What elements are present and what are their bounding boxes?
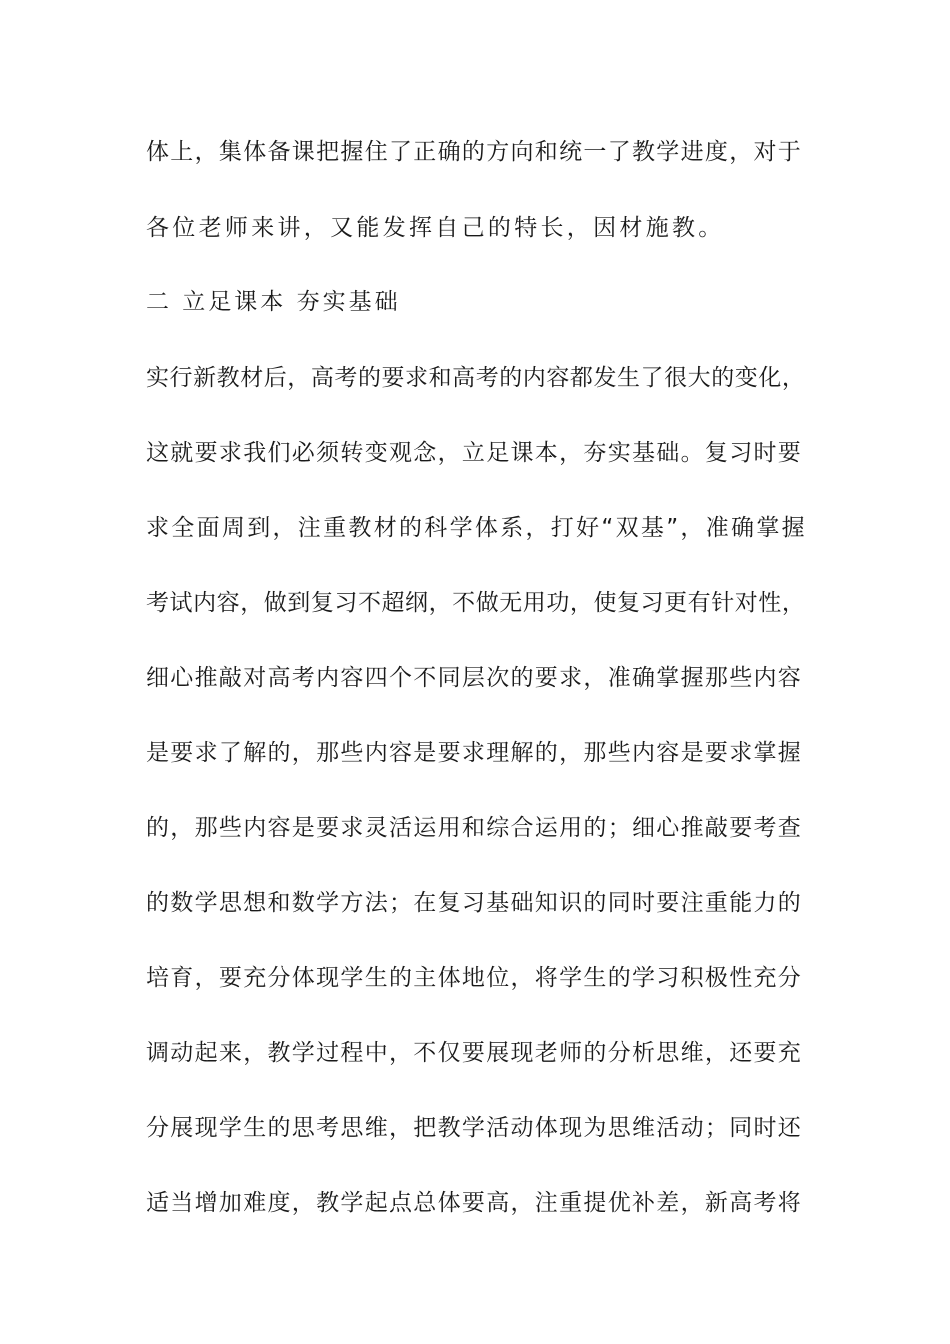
paragraph-line: 求全面周到，注重教材的科学体系，打好“双基”，准确掌握	[146, 515, 807, 541]
paragraph-line: 的，那些内容是要求灵活运用和综合运用的；细心推敲要考查	[146, 815, 803, 841]
paragraph-line: 体上，集体备课把握住了正确的方向和统一了教学进度，对于	[146, 139, 803, 165]
paragraph-line: 实行新教材后，高考的要求和高考的内容都发生了很大的变化，	[146, 365, 806, 391]
paragraph-line: 考试内容，做到复习不超纲，不做无用功，使复习更有针对性，	[146, 590, 806, 616]
paragraph-line: 分展现学生的思考思维，把教学活动体现为思维活动；同时还	[146, 1115, 803, 1141]
paragraph-line: 适当增加难度，教学起点总体要高，注重提优补差，新高考将	[146, 1190, 803, 1216]
paragraph-line: 培育，要充分体现学生的主体地位，将学生的学习积极性充分	[146, 965, 803, 991]
paragraph-line: 调动起来，教学过程中，不仅要展现老师的分析思维，还要充	[146, 1040, 803, 1066]
section-heading: 二 立足课本 夯实基础	[146, 289, 401, 315]
paragraph-line: 是要求了解的，那些内容是要求理解的，那些内容是要求掌握	[146, 740, 803, 766]
paragraph-line: 细心推敲对高考内容四个不同层次的要求，准确掌握那些内容	[146, 665, 803, 691]
paragraph-line: 的数学思想和数学方法；在复习基础知识的同时要注重能力的	[146, 890, 803, 916]
paragraph-line: 各位老师来讲，又能发挥自己的特长，因材施教。	[146, 215, 725, 241]
paragraph-line: 这就要求我们必须转变观念，立足课本，夯实基础。复习时要	[146, 440, 803, 466]
